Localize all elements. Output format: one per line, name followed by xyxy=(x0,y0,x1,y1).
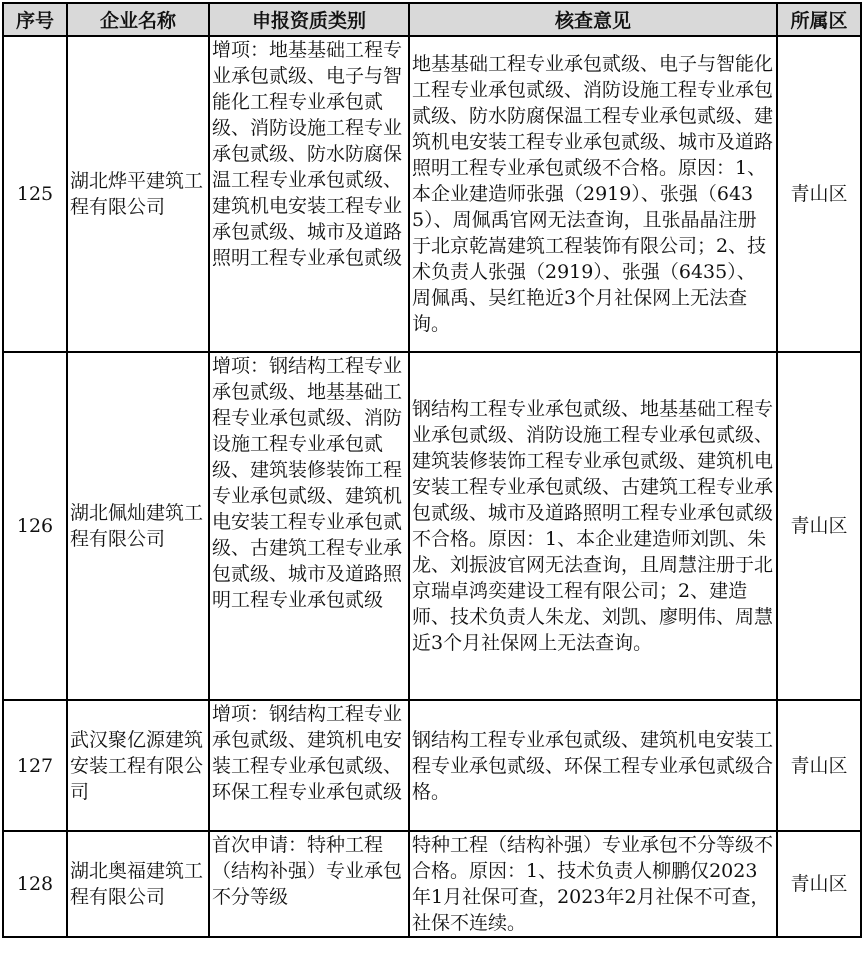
table-row xyxy=(3,352,861,700)
table-row xyxy=(3,36,861,352)
header-company: 企业名称 xyxy=(67,3,209,36)
header-district: 所属区 xyxy=(777,3,861,36)
cell-company: 湖北烨平建筑工程有限公司 xyxy=(67,36,209,352)
cell-district: 青山区 xyxy=(777,831,861,937)
cell-seq: 127 xyxy=(3,700,67,831)
cell-type: 首次申请：特种工程（结构补强）专业承包不分等级 xyxy=(209,831,409,937)
cell-opinion: 钢结构工程专业承包贰级、建筑机电安装工程专业承包贰级、环保工程专业承包贰级合格。 xyxy=(409,700,777,831)
table-row xyxy=(3,831,861,937)
cell-district: 青山区 xyxy=(777,352,861,700)
cell-seq: 126 xyxy=(3,352,67,700)
table-row xyxy=(3,700,861,831)
cell-seq: 128 xyxy=(3,831,67,937)
header-row xyxy=(3,3,861,36)
header-seq: 序号 xyxy=(3,3,67,36)
cell-opinion: 地基基础工程专业承包贰级、电子与智能化工程专业承包贰级、消防设施工程专业承包贰级、防水防腐保温工程专业承包贰级、建筑机电安装工程专业承包贰级、城市及道路照明工程专业承包贰级不合格。原因：1、本企业建造师张强（2919）、张强（6435）、周佩禹官网无法查询，且张晶晶注册于北京乾嵩建筑工程装饰有限公司；2、技术负责人张强（2919）、张强（6435）、周佩禹、吴红艳近3个月社保网上无法查询。 xyxy=(409,36,777,352)
cell-type: 增项：钢结构工程专业承包贰级、建筑机电安装工程专业承包贰级、环保工程专业承包贰级 xyxy=(209,700,409,831)
cell-opinion: 钢结构工程专业承包贰级、地基基础工程专业承包贰级、消防设施工程专业承包贰级、建筑装修装饰工程专业承包贰级、建筑机电安装工程专业承包贰级、古建筑工程专业承包贰级、城市及道路照明工程专业承包贰级不合格。原因：1、本企业建造师刘凯、朱龙、刘振波官网无法查询，且周慧注册于北京瑞卓鸿奕建设工程有限公司；2、建造师、技术负责人朱龙、刘凯、廖明伟、周慧近3个月社保网上无法查询。 xyxy=(409,352,777,700)
cell-company: 湖北奥福建筑工程有限公司 xyxy=(67,831,209,937)
cell-seq: 125 xyxy=(3,36,67,352)
cell-company: 湖北佩灿建筑工程有限公司 xyxy=(67,352,209,700)
cell-district: 青山区 xyxy=(777,36,861,352)
cell-company: 武汉聚亿源建筑安装工程有限公司 xyxy=(67,700,209,831)
cell-district: 青山区 xyxy=(777,700,861,831)
header-type: 申报资质类别 xyxy=(209,3,409,36)
cell-type: 增项：钢结构工程专业承包贰级、地基基础工程专业承包贰级、消防设施工程专业承包贰级、建筑装修装饰工程专业承包贰级、建筑机电安装工程专业承包贰级、古建筑工程专业承包贰级、城市及道路照明工程专业承包贰级 xyxy=(209,352,409,700)
header-opinion: 核查意见 xyxy=(409,3,777,36)
cell-type: 增项：地基基础工程专业承包贰级、电子与智能化工程专业承包贰级、消防设施工程专业承包贰级、防水防腐保温工程专业承包贰级、建筑机电安装工程专业承包贰级、城市及道路照明工程专业承包贰级 xyxy=(209,36,409,352)
cell-opinion: 特种工程（结构补强）专业承包不分等级不合格。原因：1、技术负责人柳鹏仅2023年1月社保可查，2023年2月社保不可查，社保不连续。 xyxy=(409,831,777,937)
qualification-review-table xyxy=(2,2,862,938)
